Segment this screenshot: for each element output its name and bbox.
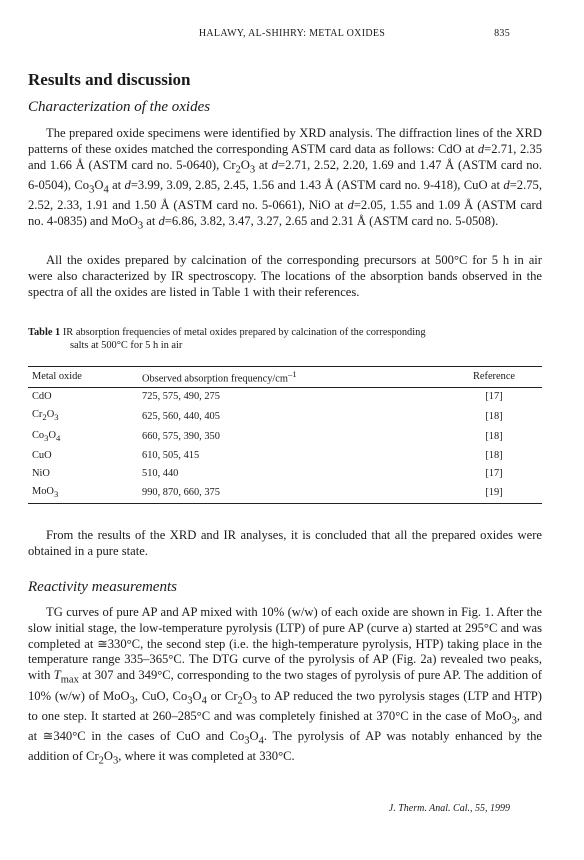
cell-reference: [18] <box>485 449 503 461</box>
running-head-title: HALAWY, AL-SHIHRY: METAL OXIDES <box>198 28 386 39</box>
cell-frequency: 990, 870, 660, 375 <box>138 483 442 504</box>
cell-reference: [17] <box>485 391 503 403</box>
table-row <box>28 388 542 407</box>
cell-reference: [19] <box>442 483 542 504</box>
cell-formula: $Co_3O_4$ <box>32 429 61 443</box>
table-row <box>28 465 542 483</box>
column-header-metal-oxide: Metal oxide <box>28 367 138 388</box>
cell-frequency: 625, 560, 440, 405 <box>142 410 220 422</box>
cell-reference: [17] <box>485 467 503 479</box>
cell-formula: NiO <box>32 467 50 479</box>
paragraph-tg-curves: TG curves of pure AP and AP mixed with 10% (w/w) of each oxide are shown in Fig. 1. After the slow initial stage, the low-temperature pyrolysis (LTP) of pure AP (curve a) started at 295°C and was completed at ≅330°C, the second step (i.e. the high-temperature pyrolysis, HTP) taking place in the temperature range 335–365°C. The DTG curve of the pyrolysis of AP (Fig. 2a) revealed two peaks, with $T_{max}$ at 307 and 349°C, corresponding to the two stages of pyrolysis of pure AP. The addition of 10% (w/w) of MoO$_3$, CuO, $Co_3O_4$ or $Cr_2O_3$ to AP reduced the two pyrolysis stages (LTP and HTP) to one step. It started at 260–285°C and was completely finished at 370°C in the case of MoO$_3$, and at ≅340°C in the cases of CuO and $Co_3O_4$. The pyrolysis of AP was notably enhanced by the addition of $Cr_2O_3$, where it was completed at 330°C. <box>28 605 542 767</box>
column-header-frequency: Observed absorption frequency/$cm^{-1}$ <box>138 367 442 388</box>
subsection-heading-reactivity: Reactivity measurements <box>28 579 177 595</box>
paragraph-xrd: The prepared oxide specimens were identified by XRD analysis. The diffraction lines of the XRD patterns of these oxides matched the corresponding ASTM card data as follows: CdO at d=2.71, 2.35 and 1.66 Å (ASTM card no. 5-0640), $Cr_2O_3$ at d=2.71, 2.52, 2.20, 1.69 and 1.47 Å (ASTM card no. 6-0504), $Co_3O_4$ at d=3.99, 3.09, 2.85, 2.45, 1.56 and 1.43 Å (ASTM card no. 9-418), CuO at d=2.75, 2.52, 2.33, 1.91 and 1.50 Å (ASTM card no. 5-0661), NiO at d=2.05, 1.55 and 1.09 Å (ASTM card no. 4-0835) and MoO$_3$ at d=6.86, 3.82, 3.47, 3.27, 2.65 and 2.31 Å (ASTM card no. 5-0508). <box>28 126 543 232</box>
paragraph-conclusion: From the results of the XRD and IR analyses, it is concluded that all the prepared oxides were obtained in a pure state. <box>28 528 542 558</box>
cell-frequency: 660, 575, 390, 350 <box>142 430 220 442</box>
cell-formula: $Cr_2O_3$ <box>32 409 59 423</box>
table-caption-text: IR absorption frequencies of metal oxides prepared by calcination of the corresponding <box>60 327 426 338</box>
table-row <box>28 447 542 465</box>
table-header-row <box>28 367 542 388</box>
page-number: 835 <box>494 28 510 39</box>
cell-formula: CuO <box>32 449 52 461</box>
cell-formula: MoO$_3$ <box>28 483 138 504</box>
column-header-reference: Reference <box>442 367 542 388</box>
cell-formula: CdO <box>32 391 52 403</box>
cell-frequency: 610, 505, 415 <box>142 449 200 461</box>
cell-frequency: 510, 440 <box>142 467 179 479</box>
table-row <box>28 406 542 426</box>
table-caption-label: Table 1 <box>28 327 61 338</box>
cell-reference: [18] <box>485 410 503 422</box>
table-row <box>28 483 542 504</box>
journal-citation-footer: J. Therm. Anal. Cal., 55, 1999 <box>388 803 510 814</box>
table-row <box>28 427 542 447</box>
cell-reference: [18] <box>485 430 503 442</box>
table-caption <box>28 327 542 352</box>
subsection-heading-characterization: Characterization of the oxides <box>28 99 211 115</box>
cell-frequency: 725, 575, 490, 275 <box>142 391 220 403</box>
table-caption-line2: salts at 500°C for 5 h in air <box>70 339 183 351</box>
ir-frequency-table <box>28 366 542 504</box>
section-heading: Results and discussion <box>28 70 191 89</box>
paragraph-ir: All the oxides prepared by calcination of the corresponding precursors at 500°C for 5 h in air were also characterized by IR spectroscopy. The locations of the absorption bands observed in the spectra of all the oxides are listed in Table 1 with their references. <box>28 253 542 299</box>
